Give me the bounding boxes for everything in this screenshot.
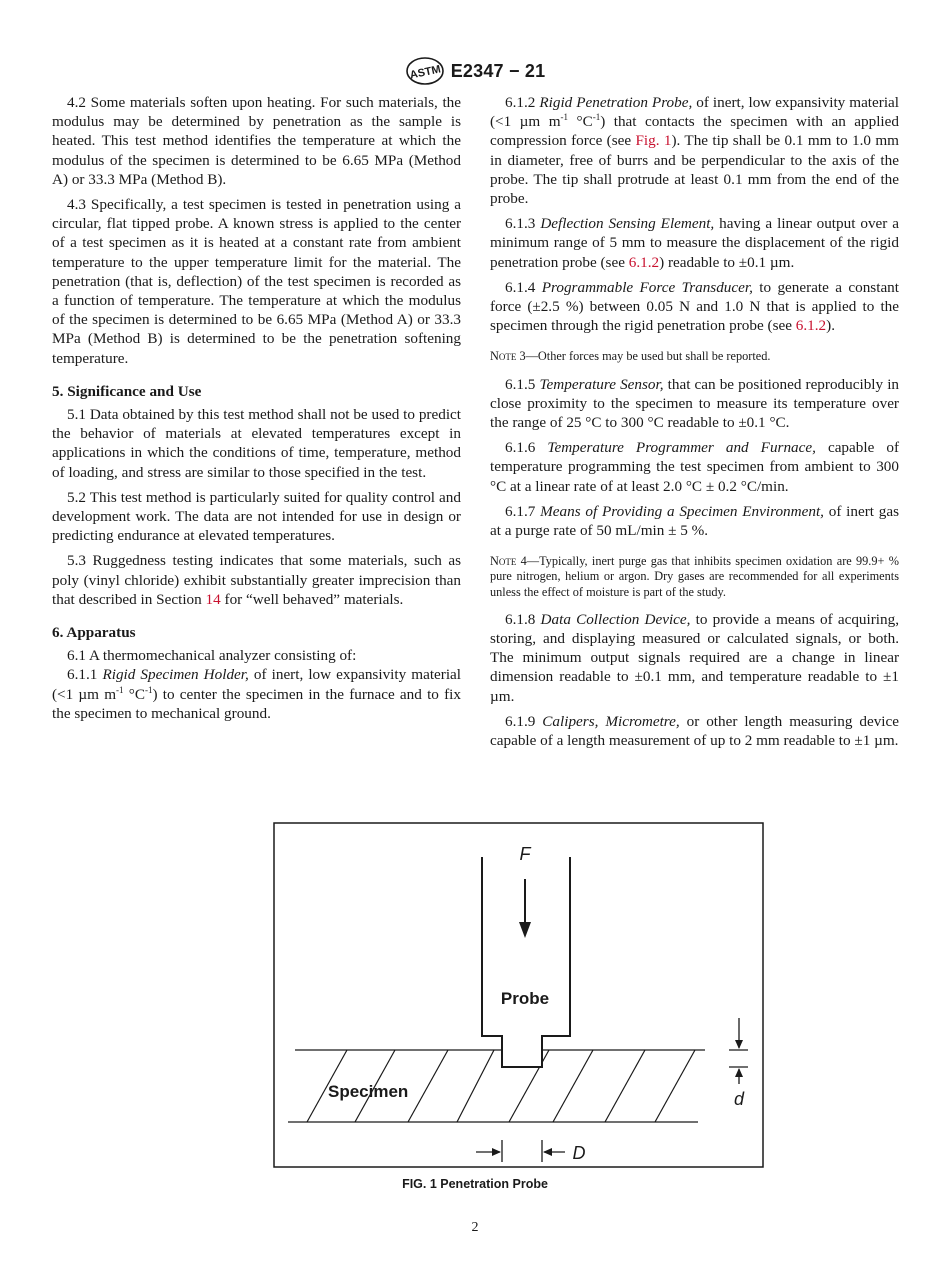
- probe-label: Probe: [500, 989, 550, 1008]
- paragraph-6-1-7: 6.1.7 Means of Providing a Specimen Environment, of inert gas at a purge rate of 50 mL/min ± 5 %.: [490, 502, 900, 540]
- astm-logo-text: ASTM: [408, 63, 442, 82]
- paragraph-6-1-6: 6.1.6 Temperature Programmer and Furnace, capable of temperature programming the test specimen from ambient to 300 °C at a linear rate of at least 2.0 °C ± 0.2 °C/min.: [490, 439, 900, 495]
- astm-logo-icon: [405, 56, 445, 86]
- paragraph-6-1-5: 6.1.5 Temperature Sensor, that can be positioned reproducibly in close proximity to the specimen to measure its temperature over the range of 25 °C to 300 °C readable to ±0.1 °C.: [490, 375, 900, 432]
- figure-caption: FIG. 1 Penetration Probe: [402, 1177, 548, 1191]
- paragraph-6-1-2: 6.1.2 Rigid Penetration Probe, of inert, low expansivity material (<1 µm $m^{-1}$ $^\circ C^{-1}$) that contacts the specimen with an applied compression force (see Fig. 1). The tip shall be 0.1 mm to 1.0 mm in diameter, free of burrs and be perpendicular to the axis of the probe. The tip shall protrude at least 0.1 mm from the end of the probe.: [490, 94, 900, 208]
- section-6-1-2-link[interactable]: 6.1.2: [628, 253, 660, 271]
- paragraph-6-1-4: 6.1.4 Programmable Force Transducer, to generate a constant force (±2.5 %) between 0.05 N and 1.0 N that is applied to the specimen through the rigid penetration probe (see 6.1.2).: [490, 278, 899, 335]
- section-6-1-2-link[interactable]: 6.1.2: [795, 317, 827, 335]
- section-5-heading: 5. Significance and Use: [52, 382, 202, 400]
- penetration-probe-diagram: [273, 822, 764, 1168]
- paragraph-6-1-3: 6.1.3 Deflection Sensing Element, having a linear output over a minimum range of 5 mm to measure the displacement of the rigid penetration probe (see 6.1.2) readable to ±0.1 µm.: [490, 215, 900, 271]
- paragraph-5-1: 5.1 Data obtained by this test method shall not be used to predict the behavior of materials at elevated temperatures except in applications in which the conditions of time, temperature, method of loading, and stress are similar to those specified in the test.: [52, 406, 461, 481]
- paragraph-4-3: 4.3 Specifically, a test specimen is tested in penetration using a circular, flat tipped probe. A known stress is applied to the center of a test specimen as it is heated at a constant rate from ambient temperature to the upper temperature limit for the material. The penetration (that is, deflection) of the test specimen is recorded as a function of temperature. The temperature at which the modulus of the specimen is determined to be 6.65 MPa (Method A) or 33.3 MPa (Method B) is determined to be the penetration softening temperature.: [52, 196, 461, 367]
- section-14-link[interactable]: 14: [205, 590, 221, 608]
- paragraph-5-2: 5.2 This test method is particularly suited for quality control and development work. The data are not intended for use in design or predicting endurance at elevated temperatures.: [52, 488, 461, 545]
- section-6-heading: 6. Apparatus: [52, 624, 136, 642]
- left-column: [52, 93, 461, 729]
- paragraph-6-1: 6.1 A thermomechanical analyzer consisting of:: [67, 647, 357, 665]
- paragraph-4-2: 4.2 Some materials soften upon heating. For such materials, the modulus may be determined by penetration as the sample is heated. This test method identifies the temperature at which the modulus of the specimen is determined to be 6.65 MPa (Method A) or 33.3 MPa (Method B).: [52, 94, 462, 188]
- paragraph-6-1-8: 6.1.8 Data Collection Device, to provide a means of acquiring, storing, and displaying measured or calculated signals, or both. The minimum output signals required are a change in linear dimension readable to ±0.1 mm, and temperature readable to ±1 µm.: [490, 610, 899, 705]
- page-number: 2: [471, 1220, 479, 1235]
- note-4: Note 4—Typically, inert purge gas that inhibits specimen oxidation are 99.9+ % pure nitrogen, helium or argon. Dry gases are recommended for all experiments unless the effect of moisture is part of the study.: [490, 554, 899, 599]
- diameter-label: D: [572, 1143, 586, 1163]
- paragraph-5-3: 5.3 Ruggedness testing indicates that some materials, such as poly (vinyl chloride) exhibit substantially greater imprecision than that described in Section 14 for “well behaved” materials.: [52, 552, 461, 608]
- paragraph-6-1-9: 6.1.9 Calipers, Micrometre, or other length measuring device capable of a length measurement of up to 2 mm readable to ±1 µm.: [490, 712, 900, 750]
- depth-label: d: [733, 1089, 745, 1109]
- penetration-probe-figure: [273, 822, 764, 1168]
- document-id: E2347 − 21: [450, 60, 546, 81]
- fig-1-link[interactable]: Fig. 1: [635, 132, 672, 150]
- note-3: Note 3—Other forces may be used but shall be reported.: [490, 349, 771, 364]
- paragraph-6-1-1: 6.1.1 Rigid Specimen Holder, of inert, low expansivity material (<1 µm $m^{-1}$ $^\circ C^{-1}$) to center the specimen in the furnace and to fix the specimen to mechanical ground.: [52, 666, 462, 722]
- page-header: [0, 56, 950, 86]
- right-column: [490, 93, 899, 756]
- specimen-label: Specimen: [328, 1082, 409, 1101]
- force-label: F: [519, 844, 531, 864]
